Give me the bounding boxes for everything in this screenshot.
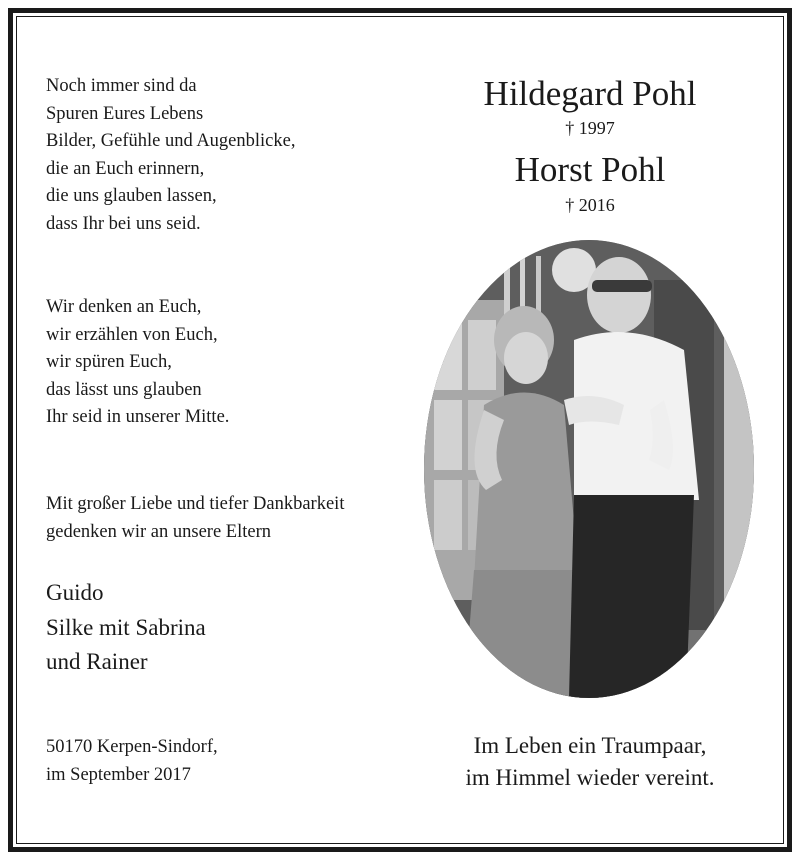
poem-line: wir erzählen von Euch, [46,324,218,345]
motto-line: Im Leben ein Traumpaar, [473,733,707,758]
poem-line: dass Ihr bei uns seid. [46,213,201,234]
poem-line: die uns glauben lassen, [46,186,217,207]
poem-line: Ihr seid in unserer Mitte. [46,407,230,428]
signer-name: Guido [46,580,104,605]
motto-line: im Himmel wieder vereint. [465,765,715,790]
date-line: im September 2017 [46,765,191,785]
poem-stanza-1 [46,73,295,239]
remembrance-line: Mit großer Liebe und tiefer Dankbarkeit [46,494,345,514]
poem-line: Bilder, Gefühle und Augenblicke, [46,131,296,152]
poem-line: die an Euch erinnern, [46,158,205,179]
poem-line: Noch immer sind da [46,76,197,96]
couple-photo-illustration [424,240,754,698]
couple-photo [424,240,754,698]
poem-stanza-2 [46,294,229,432]
remembrance-text [46,491,344,546]
poem-line: das lässt uns glauben [46,379,202,400]
deceased-death-1: † 1997 [565,118,615,138]
poem-line: Spuren Eures Lebens [46,103,204,124]
deceased-name-2: Horst Pohl [514,150,666,189]
deceased-name-1: Hildegard Pohl [483,74,697,113]
signer-name: und Rainer [46,649,148,674]
remembrance-line: gedenken wir an unsere Eltern [46,521,271,542]
signer-name: Silke mit Sabrina [46,614,206,640]
poem-line: wir spüren Euch, [46,352,172,373]
deceased-death-2: † 2016 [565,195,615,215]
motto [420,730,760,794]
place-line: 50170 Kerpen-Sindorf, [46,737,218,757]
poem-line: Wir denken an Euch, [46,297,202,317]
place-date [46,733,218,789]
signers-block [46,576,206,680]
